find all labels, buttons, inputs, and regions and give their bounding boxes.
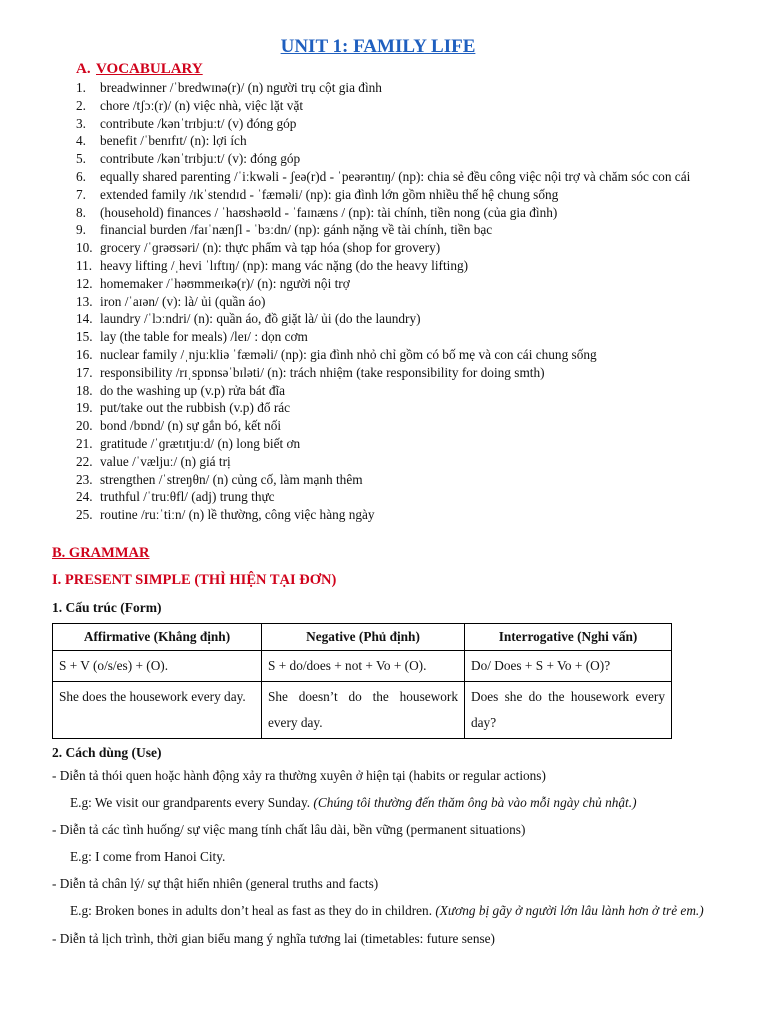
list-item-number: 24.: [76, 489, 93, 505]
section-a-letter: A.: [76, 61, 91, 77]
list-item-number: 22.: [76, 453, 93, 469]
list-item-number: 16.: [76, 346, 93, 362]
list-item-text: contribute /kənˈtrɪbjuːt/ (v) đóng góp: [100, 115, 297, 131]
list-item-number: 13.: [76, 293, 93, 309]
list-item-text: strengthen /ˈstreŋθn/ (n) củng cố, làm mạnh thêm: [100, 471, 363, 487]
list-item-number: 2.: [76, 97, 86, 113]
usage-example: [52, 898, 704, 924]
section-a-title: VOCABULARY: [96, 61, 203, 77]
table-header-affirmative: Affirmative (Khẳng định): [53, 623, 262, 650]
list-item-text: responsibility /rɪˌspɒnsəˈbɪləti/ (n): trách nhiệm (take responsibility for doing smth): [100, 364, 545, 380]
list-item: [76, 417, 704, 435]
list-item-text: do the washing up (v.p) rửa bát đĩa: [100, 382, 286, 398]
list-item: [76, 293, 704, 311]
form-table: [52, 623, 672, 739]
usage-item: - Diễn tả thói quen hoặc hành động xảy ra thường xuyên ở hiện tại (habits or regular actions): [52, 767, 546, 783]
list-item-text: nuclear family /ˌnjuːkliə ˈfæməli/ (np): gia đình nhỏ chỉ gồm có bố mẹ và con cái chung sống: [100, 346, 597, 362]
table-row: [53, 681, 672, 738]
list-item-number: 5.: [76, 151, 86, 167]
example-translation: (Chúng tôi thường đến thăm ông bà vào mỗi ngày chủ nhật.): [313, 794, 637, 810]
usage-example: [52, 848, 704, 866]
list-item-text: benefit /ˈbenɪfɪt/ (n): lợi ích: [100, 133, 247, 149]
list-item: [76, 453, 704, 471]
list-item-text: contribute /kənˈtrɪbjuːt/ (v): đóng góp: [100, 151, 301, 167]
list-item: [76, 204, 704, 222]
table-cell-affirmative-structure: S + V (o/s/es) + (O).: [53, 650, 262, 681]
table-header-negative: Negative (Phủ định): [262, 623, 465, 650]
usage-item: - Diễn tả chân lý/ sự thật hiển nhiên (general truths and facts): [52, 875, 379, 891]
use-heading: 2. Cách dùng (Use): [52, 744, 162, 760]
list-item: [76, 275, 704, 293]
list-item-number: 21.: [76, 435, 93, 451]
list-item-text: (household) finances / ˈhaʊshəʊld - ˈfaɪnæns / (np): tài chính, tiền nong (của gia đình): [100, 204, 558, 220]
section-a-heading: [76, 60, 704, 79]
list-item-text: gratitude /ˈɡrætɪtjuːd/ (n) long biết ơn: [100, 435, 301, 451]
list-item: [76, 382, 704, 400]
list-item-number: 20.: [76, 418, 93, 434]
list-item: [76, 310, 704, 328]
list-item-text: bond /bɒnd/ (n) sự gắn bó, kết nối: [100, 418, 282, 434]
list-item: [76, 346, 704, 364]
table-cell-negative-example: She doesn’t do the housework every day.: [262, 681, 465, 738]
list-item-number: 9.: [76, 222, 86, 238]
list-item-number: 11.: [76, 257, 93, 273]
list-item-number: 12.: [76, 275, 93, 291]
list-item: [76, 186, 704, 204]
list-item: [76, 471, 704, 489]
list-item: [76, 435, 704, 453]
list-item-text: lay (the table for meals) /leɪ/ : dọn cơm: [100, 329, 308, 345]
list-item: [76, 506, 704, 524]
list-item-text: truthful /ˈtruːθfl/ (adj) trung thực: [100, 489, 275, 505]
list-item: [76, 132, 704, 150]
table-cell-interrogative-structure: Do/ Does + S + Vo + (O)?: [465, 650, 672, 681]
list-item: [76, 115, 704, 133]
example-text: E.g: We visit our grandparents every Sunday.: [70, 794, 311, 810]
list-item-text: put/take out the rubbish (v.p) đổ rác: [100, 400, 291, 416]
usage-list: [52, 767, 704, 948]
vocabulary-list: [52, 79, 704, 524]
list-item: [76, 97, 704, 115]
list-item-text: grocery /ˈɡrəʊsəri/ (n): thực phẩm và tạp hóa (shop for grovery): [100, 240, 441, 256]
list-item-text: chore /tʃɔː(r)/ (n) việc nhà, việc lặt vặt: [100, 97, 304, 113]
list-item-text: iron /ˈaɪən/ (v): là/ ủi (quần áo): [100, 293, 266, 309]
list-item-number: 3.: [76, 115, 86, 131]
table-cell-affirmative-example: She does the housework every day.: [53, 681, 262, 738]
list-item: [76, 221, 704, 239]
table-cell-interrogative-example: Does she do the housework every day?: [465, 681, 672, 738]
list-item-number: 18.: [76, 382, 93, 398]
list-item-number: 17.: [76, 364, 93, 380]
list-item-text: routine /ruːˈtiːn/ (n) lề thường, công việc hàng ngày: [100, 507, 375, 523]
list-item: [76, 488, 704, 506]
form-heading: 1. Cấu trúc (Form): [52, 599, 162, 615]
example-text: E.g: I come from Hanoi City.: [70, 848, 226, 864]
list-item: [76, 364, 704, 382]
table-header-interrogative: Interrogative (Nghi vấn): [465, 623, 672, 650]
list-item: [76, 150, 704, 168]
list-item-text: breadwinner /ˈbredwɪnə(r)/ (n) người trụ cột gia đình: [100, 80, 382, 95]
list-item: [76, 168, 704, 186]
list-item-number: 15.: [76, 329, 93, 345]
table-header-row: [53, 623, 672, 650]
list-item-text: equally shared parenting /ˈiːkwəli - ʃeə(r)d - ˈpeərəntɪŋ/ (np): chia sẻ đều công việc nội trợ và chăm sóc con cái: [100, 168, 691, 184]
example-text: E.g: Broken bones in adults don’t heal as fast as they do in children.: [70, 902, 433, 918]
list-item-text: heavy lifting /ˌhevi ˈlɪftɪŋ/ (np): mang vác nặng (do the heavy lifting): [100, 257, 469, 273]
table-cell-negative-structure: S + do/does + not + Vo + (O).: [262, 650, 465, 681]
list-item-number: 6.: [76, 168, 86, 184]
list-item: [76, 328, 704, 346]
usage-item: - Diễn tả các tình huống/ sự việc mang tính chất lâu dài, bền vững (permanent situations): [52, 821, 526, 837]
table-row: [53, 650, 672, 681]
list-item-number: 10.: [76, 240, 93, 256]
page-title: UNIT 1: FAMILY LIFE: [280, 36, 476, 57]
list-item-number: 19.: [76, 400, 93, 416]
list-item-text: homemaker /ˈhəʊmmeɪkə(r)/ (n): người nội trợ: [100, 275, 350, 291]
list-item: [76, 79, 704, 97]
list-item-number: 1.: [76, 80, 86, 95]
list-item-text: value /ˈvæljuː/ (n) giá trị: [100, 453, 231, 469]
list-item-text: financial burden /faɪˈnænʃl - ˈbɜːdn/ (np): gánh nặng về tài chính, tiền bạc: [100, 222, 493, 238]
list-item: [76, 257, 704, 275]
list-item-text: extended family /ɪkˈstendɪd - ˈfæməli/ (np): gia đình lớn gồm nhiều thế hệ chung sống: [100, 186, 559, 202]
list-item-number: 14.: [76, 311, 93, 327]
list-item: [76, 239, 704, 257]
list-item-number: 4.: [76, 133, 86, 149]
list-item-number: 8.: [76, 204, 86, 220]
list-item-text: laundry /ˈlɔːndri/ (n): quần áo, đồ giặt là/ ủi (do the laundry): [100, 311, 421, 327]
list-item-number: 7.: [76, 186, 86, 202]
usage-item: - Diễn tả lịch trình, thời gian biểu mang ý nghĩa tương lai (timetables: future sense): [52, 930, 495, 946]
example-translation: (Xương bị gãy ở người lớn lâu lành hơn ở trẻ em.): [435, 902, 704, 918]
list-item-number: 25.: [76, 507, 93, 523]
list-item: [76, 399, 704, 417]
list-item-number: 23.: [76, 471, 93, 487]
section-b-heading: B. GRAMMAR: [52, 544, 150, 561]
present-simple-heading: I. PRESENT SIMPLE (THÌ HIỆN TẠI ĐƠN): [52, 571, 337, 588]
usage-example: [52, 794, 704, 812]
